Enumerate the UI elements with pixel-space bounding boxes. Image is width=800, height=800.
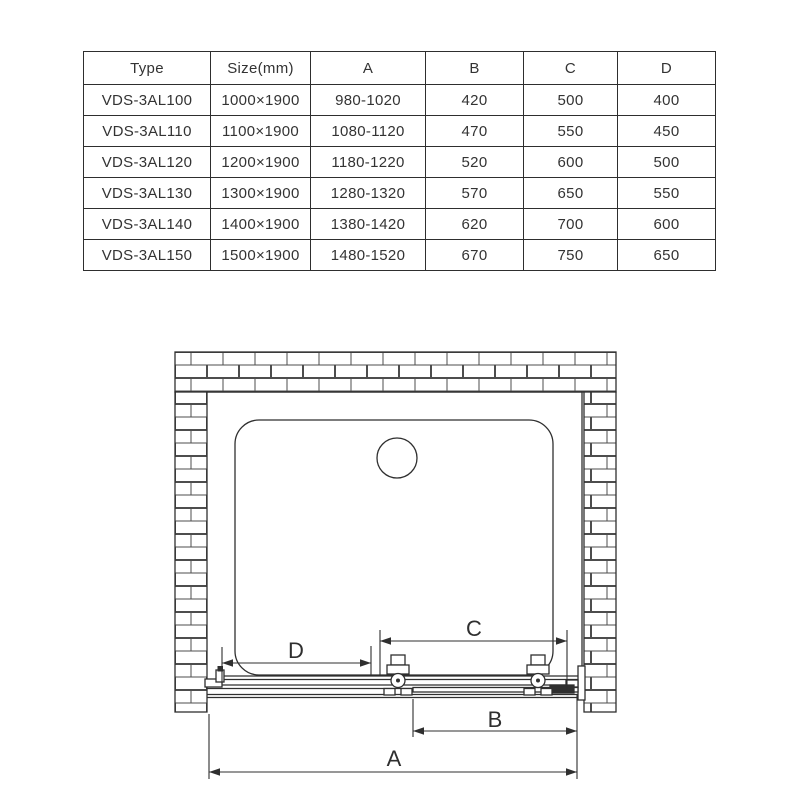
dim-label-c: C [466, 616, 482, 641]
cell-a: 1280-1320 [311, 178, 426, 209]
cell-d: 650 [618, 240, 716, 271]
cell-c: 750 [524, 240, 618, 271]
cell-size: 1400×1900 [211, 209, 311, 240]
right-wall-profile [578, 666, 585, 700]
brick-wall-top [175, 352, 616, 392]
col-header-b: B [426, 52, 524, 85]
cell-type: VDS-3AL120 [84, 147, 211, 178]
dim-label-a: A [386, 746, 402, 771]
dim-b-arrow-left [413, 727, 424, 734]
cell-type: VDS-3AL140 [84, 209, 211, 240]
roller-axle [396, 679, 400, 683]
cell-c: 500 [524, 85, 618, 116]
cell-d: 400 [618, 85, 716, 116]
cell-type: VDS-3AL150 [84, 240, 211, 271]
dim-b-arrow-right [566, 727, 577, 734]
col-header-a: A [311, 52, 426, 85]
col-header-d: D [618, 52, 716, 85]
roller-foot [401, 689, 412, 696]
cell-b: 670 [426, 240, 524, 271]
dim-label-b: B [487, 707, 503, 732]
dim-c-arrow-right [556, 637, 567, 644]
col-header-c: C [524, 52, 618, 85]
cell-a: 980-1020 [311, 85, 426, 116]
roller-foot [384, 689, 395, 696]
cell-c: 650 [524, 178, 618, 209]
cell-size: 1500×1900 [211, 240, 311, 271]
dim-d-arrow-left [222, 659, 233, 666]
cell-d: 550 [618, 178, 716, 209]
cell-b: 470 [426, 116, 524, 147]
cell-b: 570 [426, 178, 524, 209]
roller-plate [387, 665, 409, 674]
dim-a-arrow-left [209, 768, 220, 775]
cell-c: 550 [524, 116, 618, 147]
cell-b: 420 [426, 85, 524, 116]
col-header-type: Type [84, 52, 211, 85]
left-profile [216, 670, 224, 682]
brick-wall-left [175, 392, 207, 712]
cell-b: 620 [426, 209, 524, 240]
cell-type: VDS-3AL100 [84, 85, 211, 116]
cell-d: 500 [618, 147, 716, 178]
roller-axle [536, 679, 540, 683]
col-header-size: Size(mm) [211, 52, 311, 85]
drain-circle [377, 438, 417, 478]
cell-c: 700 [524, 209, 618, 240]
roller-foot [541, 689, 552, 696]
cell-c: 600 [524, 147, 618, 178]
cell-size: 1100×1900 [211, 116, 311, 147]
door-handle [550, 685, 574, 693]
roller-hanger [391, 655, 405, 665]
cell-b: 520 [426, 147, 524, 178]
cell-type: VDS-3AL110 [84, 116, 211, 147]
cell-size: 1000×1900 [211, 85, 311, 116]
brick-wall-right [584, 392, 616, 712]
cell-a: 1080-1120 [311, 116, 426, 147]
dim-a-arrow-right [566, 768, 577, 775]
roller-foot [524, 689, 535, 696]
cell-a: 1180-1220 [311, 147, 426, 178]
dim-label-d: D [288, 638, 304, 663]
cell-type: VDS-3AL130 [84, 178, 211, 209]
roller-plate [527, 665, 549, 674]
cell-a: 1380-1420 [311, 209, 426, 240]
cell-size: 1200×1900 [211, 147, 311, 178]
cell-size: 1300×1900 [211, 178, 311, 209]
cell-d: 450 [618, 116, 716, 147]
roller-hanger [531, 655, 545, 665]
cell-d: 600 [618, 209, 716, 240]
cell-a: 1480-1520 [311, 240, 426, 271]
